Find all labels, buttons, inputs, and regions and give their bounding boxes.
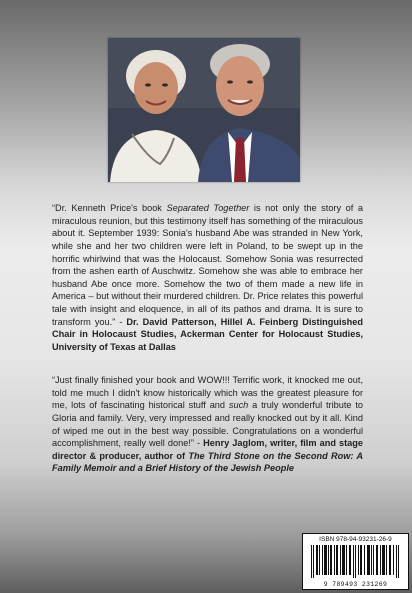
endorsement-patterson	[52, 202, 363, 353]
barcode-digits: 9 789493 231269	[323, 581, 388, 588]
book-title: Separated Together	[166, 203, 250, 214]
jaglom-book-title: The Third Stone on the Second Row: A Family Memoir and a Brief History of the Jewish People	[52, 450, 363, 474]
endorsement-jaglom-text-1: “Just finally finished your book and WOW!!! Terrific work, it knocked me out, told me much I didn't know historically which was the greatest pleasure for me, lots of fascinating historical stuff and	[52, 375, 363, 411]
isbn-label: ISBN 978-94-93231-26-9	[319, 536, 392, 543]
endorsement-jaglom	[52, 374, 363, 475]
endorsement-patterson-attribution: Dr. David Patterson, Hillel A. Feinberg Distinguished Chair in Holocaust Studies, Ackerman Center for Holocaust Studies, University of Texas at Dallas	[52, 316, 363, 352]
endorsement-jaglom-attribution: Henry Jaglom, writer, film and stage director & producer, author of	[52, 438, 363, 461]
endorsement-patterson-text-1: “Dr. Kenneth Price's book	[52, 203, 167, 214]
couple-photo	[108, 38, 300, 182]
isbn-barcode	[302, 533, 409, 590]
endorsement-jaglom-emphasis: such	[228, 400, 249, 411]
barcode-bars	[309, 545, 402, 578]
endorsement-jaglom-text-2: a truly wonderful tribute to Gloria and family. Very, very impressed and really knocked out by it all. Kind of wiped me out in the best way possible. Congratulations on a wonderful accomplishment, really well done!” -	[52, 400, 364, 449]
couple-portrait-image	[108, 38, 300, 182]
endorsement-patterson-text-2: is not only the story of a miraculous reunion, but this testimony itself has something of the miraculous about it. September 1939: Sonia's husband Abe was stranded in New York, while she and her two children were left in Poland, to be swept up in the horrific whirlwind that was the Holocaust. Somehow Sonia was resurrected from the ashen earth of Auschwitz. Somehow she was able to embrace her husband Abe once more. Somehow the two of them made a new life in America – but without their murdered children. Dr. Price relates this powerful tale with insight and eloquence, in all of its pathos and drama. It is sure to transform you.” -	[52, 203, 363, 327]
